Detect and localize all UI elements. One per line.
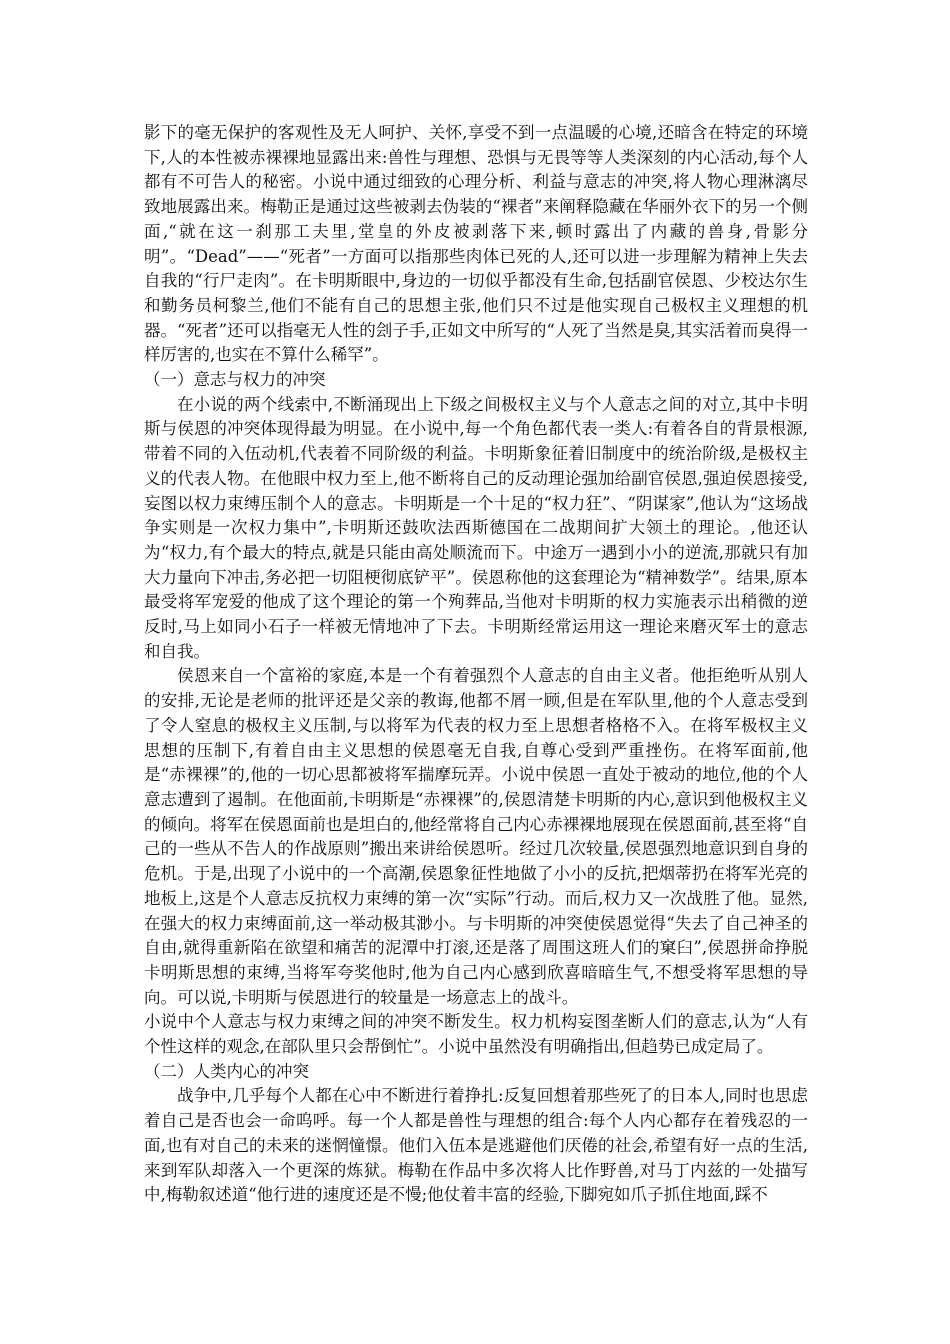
paragraph-inner-conflict: 战争中,几乎每个人都在心中不断进行着挣扎:反复回想着那些死了的日本人,同时也思虑着自己是否也会一命呜呼。每一个人都是兽性与理想的组合:每个人内心都存在着残忍的一面,也有对自己的未来的迷惘憧憬。他们入伍本是逃避他们厌倦的社会,希望有好一点的生活,来到军队却落入一个更深的炼狱。梅勒在作品中多次将人比作野兽,对马丁内兹的一处描写中,梅勒叙述道“他行进的速度还是不慢;他仗着丰富的经验,下脚宛如爪子抓住地面,踩不	[144, 1086, 808, 1205]
paragraph-intro: 影下的毫无保护的客观性及无人呵护、关怀,享受不到一点温暖的心境,还暗含在特定的环境下,人的本性被赤裸裸地显露出来:兽性与理想、恐惧与无畏等等人类深刻的内心活动,每个人都有不可告人的秘密。小说中通过细致的心理分析、利益与意志的冲突,将人物心理淋漓尽致地展露出来。梅勒正是通过这些被剥去伪装的“裸者”来阐释隐藏在华丽外衣下的另一个侧面,“就在这一刹那工夫里,堂皇的外皮被剥落下来,顿时露出了内藏的兽身,骨影分明”。“Dead”——“死者”一方面可以指那些肉体已死的人,还可以进一步理解为精神上失去自我的“行尸走肉”。在卡明斯眼中,身边的一切似乎都没有生命,包括副官侯恩、少校达尔生和勤务员柯黎兰,他们不能有自己的思想主张,他们只不过是他实现自己极权主义理想的机器。“死者”还可以指毫无人性的刽子手,正如文中所写的“人死了当然是臭,其实活着而臭得一样厉害的,也实在不算什么稀罕”。	[144, 123, 808, 365]
section-heading-2: （二）人类内心的冲突	[144, 1061, 309, 1081]
section-heading-1: （一）意志与权力的冲突	[144, 370, 326, 390]
document-page	[144, 121, 808, 1208]
paragraph-will-power-2: 侯恩来自一个富裕的家庭,本是一个有着强烈个人意志的自由主义者。他拒绝听从别人的安排,无论是老师的批评还是父亲的教诲,他都不屑一顾,但是在军队里,他的个人意志受到了令人窒息的极权主义压制,与以将军为代表的权力至上思想者格格不入。在将军极权主义思想的压制下,有着自由主义思想的侯恩毫无自我,自尊心受到严重挫伤。在将军面前,他是“赤裸裸”的,他的一切心思都被将军揣摩玩弄。小说中侯恩一直处于被动的地位,他的个人意志遭到了遏制。在他面前,卡明斯是“赤裸裸”的,侯恩清楚卡明斯的内心,意识到他极权主义的倾向。将军在侯恩面前也是坦白的,他经常将自己内心赤裸裸地展现在侯恩面前,甚至将“自己的一些从不告人的作战原则”搬出来讲给侯恩听。经过几次较量,侯恩强烈地意识到自身的危机。于是,出现了小说中的一个高潮,侯恩象征性地做了小小的反抗,把烟蒂扔在将军光亮的地板上,这是个人意志反抗权力束缚的第一次“实际”行动。而后,权力又一次战胜了他。显然,在强大的权力束缚面前,这一举动极其渺小。与卡明斯的冲突使侯恩觉得“失去了自己神圣的自由,就得重新陷在欲望和痛苦的泥潭中打滚,还是落了周围这班人们的窠臼”,侯恩拼命挣脱卡明斯思想的束缚,当将军夸奖他时,他为自己内心感到欣喜暗暗生气,不想受将军思想的导向。可以说,卡明斯与侯恩进行的较量是一场意志上的战斗。	[144, 666, 808, 1007]
paragraph-will-power-1: 在小说的两个线索中,不断涌现出上下级之间极权主义与个人意志之间的对立,其中卡明斯与侯恩的冲突体现得最为明显。在小说中,每一个角色都代表一类人:有着各自的背景根源,带着不同的入伍动机,代表着不同阶级的利益。卡明斯象征着旧制度中的统治阶级,是极权主义的代表人物。在他眼中权力至上,他不断将自己的反动理论强加给副官侯恩,强迫侯恩接受,妄图以权力束缚压制个人的意志。卡明斯是一个十足的“权力狂”、“阴谋家”,他认为“这场战争实则是一次权力集中”,卡明斯还鼓吹法西斯德国在二战期间扩大领土的理论。,他还认为“权力,有个最大的特点,就是只能由高处顺流而下。中途万一遇到小小的逆流,那就只有加大力量向下冲击,务必把一切阻梗彻底铲平”。侯恩称他的这套理论为“精神数学”。结果,原本最受将军宠爱的他成了这个理论的第一个殉葬品,当他对卡明斯的权力实施表示出稍微的逆反时,马上如同小石子一样被无情地冲了下去。卡明斯经常运用这一理论来磨灭军士的意志和自我。	[144, 394, 808, 661]
paragraph-will-power-3: 小说中个人意志与权力束缚之间的冲突不断发生。权力机构妄图垄断人们的意志,认为“人有个性这样的观念,在部队里只会帮倒忙”。小说中虽然没有明确指出,但趋势已成定局了。	[144, 1012, 808, 1057]
